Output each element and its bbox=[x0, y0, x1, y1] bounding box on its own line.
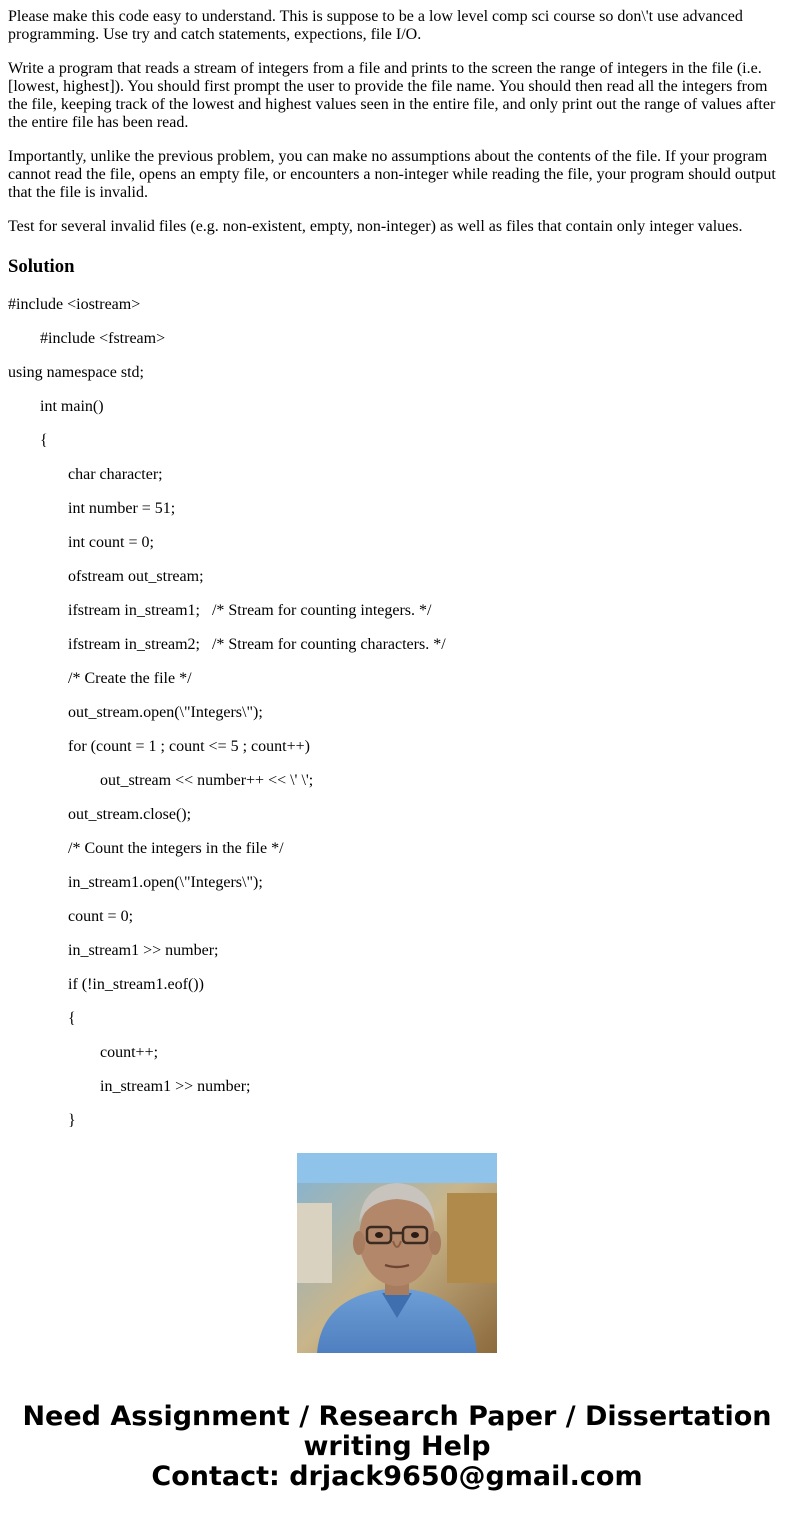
author-portrait-image bbox=[297, 1153, 497, 1353]
question-paragraph-2: Write a program that reads a stream of integers from a file and prints to the screen the range of integers in the file (i.e. [lowest, highest]). You should first prompt the user to provide the file name. You should then read all the integers from the file, keeping track of the lowest and highest values seen in the entire file, and only print out the range of values after the entire file has been read. bbox=[8, 60, 776, 131]
code-line: in_stream1 >> number; bbox=[100, 1078, 251, 1095]
author-avatar bbox=[297, 1153, 497, 1353]
code-line: in_stream1 >> number; bbox=[68, 942, 219, 959]
code-line: /* Create the file */ bbox=[68, 670, 192, 687]
code-line: #include <iostream> bbox=[8, 296, 141, 313]
code-line: ifstream in_stream1; /* Stream for counting integers. */ bbox=[68, 602, 432, 619]
code-line: for (count = 1 ; count <= 5 ; count++) bbox=[68, 738, 310, 755]
promo-footer bbox=[0, 1402, 794, 1492]
code-line: { bbox=[40, 432, 48, 449]
code-line: out_stream.open(\"Integers\"); bbox=[68, 704, 263, 721]
code-line: int main() bbox=[40, 398, 104, 415]
code-line: in_stream1.open(\"Integers\"); bbox=[68, 874, 263, 891]
code-line: char character; bbox=[68, 466, 163, 483]
code-line: int number = 51; bbox=[68, 500, 176, 517]
code-line: int count = 0; bbox=[68, 534, 154, 551]
promo-line-1: Need Assignment / Research Paper / Dissertation bbox=[22, 1401, 772, 1432]
promo-line-2: writing Help bbox=[303, 1431, 491, 1462]
code-line: ifstream in_stream2; /* Stream for counting characters. */ bbox=[68, 636, 446, 653]
solution-heading: Solution bbox=[8, 256, 75, 277]
code-line: count++; bbox=[100, 1044, 159, 1061]
code-line: #include <fstream> bbox=[40, 330, 166, 347]
code-line: /* Count the integers in the file */ bbox=[68, 840, 284, 857]
code-line: out_stream << number++ << \' \'; bbox=[100, 772, 314, 789]
question-paragraph-1: Please make this code easy to understand. This is suppose to be a low level comp sci course so don\'t use advanced programming. Use try and catch statements, expections, file I/O. bbox=[8, 8, 743, 43]
code-line: ofstream out_stream; bbox=[68, 568, 204, 585]
code-line: } bbox=[68, 1112, 76, 1129]
code-line: if (!in_stream1.eof()) bbox=[68, 976, 204, 993]
code-line: using namespace std; bbox=[8, 364, 144, 381]
code-line: { bbox=[68, 1010, 76, 1027]
code-line: out_stream.close(); bbox=[68, 806, 192, 823]
question-paragraph-4: Test for several invalid files (e.g. non-existent, empty, non-integer) as well as files that contain only integer values. bbox=[8, 218, 743, 235]
question-paragraph-3: Importantly, unlike the previous problem, you can make no assumptions about the contents of the file. If your program cannot read the file, opens an empty file, or encounters a non-integer while reading the file, your program should output that the file is invalid. bbox=[8, 148, 776, 201]
promo-contact-line: Contact: drjack9650@gmail.com bbox=[151, 1461, 643, 1492]
code-line: count = 0; bbox=[68, 908, 134, 925]
solution-code bbox=[8, 296, 786, 1129]
